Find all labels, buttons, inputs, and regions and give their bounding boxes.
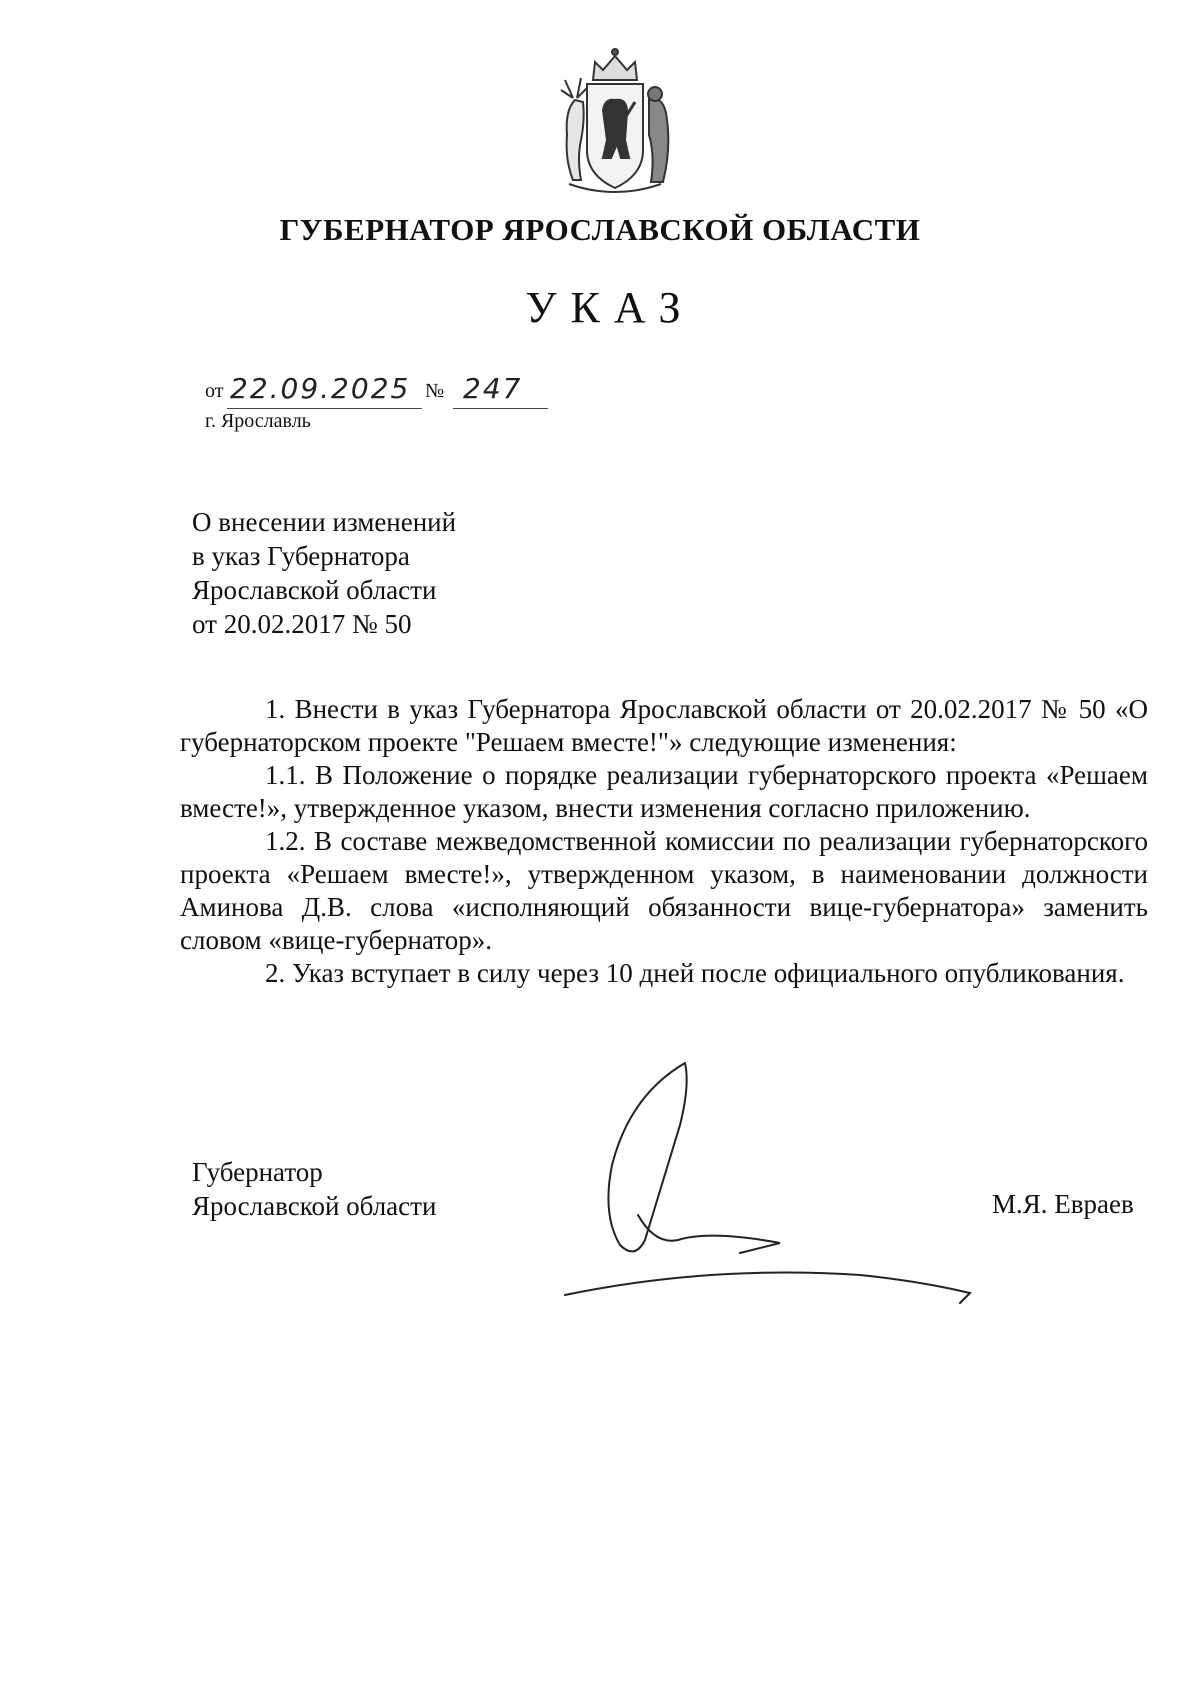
signer-title-line: Губернатор [192, 1157, 323, 1187]
body-paragraph: 1.1. В Положение о порядке реализации губернаторского проекта «Решаем вместе!», утвержденное указом, внести изменения согласно приложению. [180, 760, 1148, 823]
signer-title [192, 1155, 436, 1223]
decree-meta [205, 372, 523, 433]
body-paragraph: 2. Указ вступает в силу через 10 дней после официального опубликования. [265, 958, 1125, 988]
subject-line: Ярославской области [192, 575, 437, 605]
date-number-row [205, 372, 523, 414]
signer-title-line: Ярославской области [192, 1191, 437, 1221]
decree-body [180, 693, 1148, 990]
subject-line: О внесении изменений [192, 507, 457, 537]
signer-name: М.Я. Евраев [992, 1189, 1134, 1219]
decree-subject [192, 505, 456, 641]
yaroslavl-coat-of-arms-icon [535, 40, 695, 200]
date-underline [227, 408, 422, 409]
number-prefix: № [425, 380, 445, 402]
number-underline [453, 408, 548, 409]
subject-line: от 20.02.2017 № 50 [192, 609, 412, 639]
handwritten-signature-icon [560, 1055, 1030, 1315]
decree-date: 22.09.2025 [230, 372, 411, 405]
document-type: УКАЗ [525, 283, 695, 332]
body-paragraph: 1. Внести в указ Губернатора Ярославской области от 20.02.2017 № 50 «О губернаторском проекте "Решаем вместе!"» следующие изменения: [180, 694, 1148, 757]
body-paragraph: 1.2. В составе межведомственной комиссии по реализации губернаторского проекта «Решаем вместе!», утвержденном указом, в наименовании должности Аминова Д.В. слова «исполняющий обязанности вице-губернатора» заменить словом «вице-губернатор». [180, 826, 1148, 955]
date-prefix: от [205, 380, 224, 402]
subject-line: в указ Губернатора [192, 541, 410, 571]
issuing-authority: ГУБЕРНАТОР ЯРОСЛАВСКОЙ ОБЛАСТИ [279, 212, 921, 247]
decree-city: г. Ярославль [205, 410, 311, 432]
decree-number: 247 [463, 372, 523, 405]
